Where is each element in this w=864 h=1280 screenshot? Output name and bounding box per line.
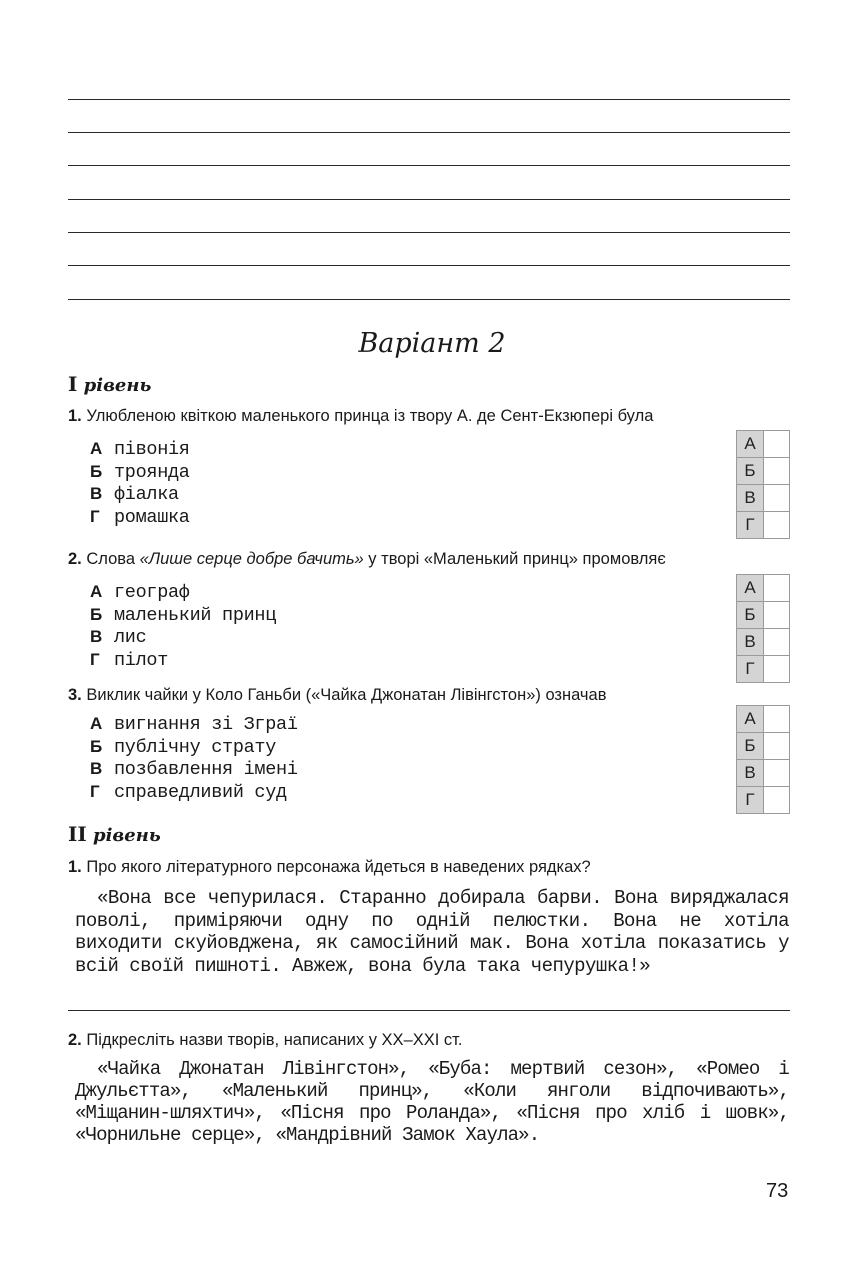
q2-answer-grid <box>736 574 790 683</box>
answer-checkbox[interactable] <box>763 512 789 538</box>
answer-grid-letter: Б <box>737 602 763 628</box>
answer-checkbox[interactable] <box>763 431 789 457</box>
answer-grid-letter: Г <box>737 656 763 682</box>
level2-question-2 <box>68 1031 462 1050</box>
question-text: у творі «Маленький принц» промовляє <box>363 550 666 568</box>
quote-passage: «Вона все чепурилася. Старанно добирала барви. Вона виряджалася поволі, приміряючи одну по одній пелюстки. Вона не хотіла виходити скуйовджена, як самосійний мак. Вона хотіла показатись у всій своїй пишноті. Авжеж, вона була така чепурушка!» <box>75 887 789 977</box>
level-1-word: рівень <box>83 375 152 396</box>
answer-checkbox[interactable] <box>763 485 789 511</box>
answer-line <box>68 299 790 300</box>
option-d: Г справедливий суд <box>90 782 287 804</box>
question-2 <box>68 550 666 569</box>
answer-grid-letter: Б <box>737 458 763 484</box>
question-text: Виклик чайки у Коло Ганьби («Чайка Джонатан Лівінгстон») означав <box>86 686 607 704</box>
level-2-heading <box>68 822 161 846</box>
level-1-roman: I <box>68 372 78 396</box>
answer-checkbox[interactable] <box>763 733 789 759</box>
level-1-heading <box>68 372 151 396</box>
option-c: В позбавлення імені <box>90 759 298 781</box>
answer-checkbox[interactable] <box>763 787 789 813</box>
question-text: Про якого літературного персонажа йдеться в наведених рядках? <box>86 858 591 876</box>
question-1 <box>68 407 653 426</box>
question-number: 2. <box>68 550 82 568</box>
answer-checkbox[interactable] <box>763 458 789 484</box>
option-b: Б троянда <box>90 461 190 483</box>
answer-checkbox[interactable] <box>763 602 789 628</box>
q1-answer-grid <box>736 430 790 539</box>
option-d: Г пілот <box>90 650 169 672</box>
level2-question-1 <box>68 858 591 877</box>
works-list: «Чайка Джонатан Лівінгстон», «Буба: мертвий сезон», «Ромео і Джульєтта», «Маленький принц», «Коли янголи відпочивають», «Міщанин-шляхтич», «Пісня про Роланда», «Пісня про хліб і шовк», «Чорнильне серце», «Мандрівний Замок Хаула». <box>75 1058 789 1146</box>
option-a: А півонія <box>90 439 190 460</box>
answer-line <box>68 199 790 200</box>
answer-line <box>68 165 790 166</box>
answer-grid-letter: А <box>737 706 763 732</box>
answer-grid-letter: А <box>737 575 763 601</box>
answer-line <box>68 232 790 233</box>
question-quote: «Лише серце добре бачить» <box>139 550 364 568</box>
q3-answer-grid <box>736 705 790 814</box>
question-text: Підкресліть назви творів, написаних у XX–XXI ст. <box>86 1031 463 1049</box>
answer-line <box>68 132 790 133</box>
option-c: В фіалка <box>90 484 179 506</box>
page-number: 73 <box>766 1180 789 1202</box>
answer-grid-letter: Г <box>737 787 763 813</box>
question-number: 3. <box>68 686 82 704</box>
answer-grid-letter: В <box>737 485 763 511</box>
answer-grid-letter: В <box>737 760 763 786</box>
question-text: Улюбленою квіткою маленького принца із твору А. де Сент-Екзюпері була <box>86 407 654 425</box>
question-number: 1. <box>68 858 82 876</box>
answer-line <box>68 99 790 100</box>
answer-checkbox[interactable] <box>763 706 789 732</box>
answer-line <box>68 265 790 266</box>
answer-grid-letter: Б <box>737 733 763 759</box>
answer-grid-letter: А <box>737 431 763 457</box>
q2-options <box>90 581 276 672</box>
answer-checkbox[interactable] <box>763 575 789 601</box>
question-text: Слова <box>86 550 140 568</box>
answer-checkbox[interactable] <box>763 656 789 682</box>
option-a: А географ <box>90 582 190 603</box>
option-d: Г ромашка <box>90 507 190 529</box>
q3-options <box>90 713 298 804</box>
variant-title: Варіант 2 <box>358 328 506 359</box>
answer-line <box>68 1010 790 1011</box>
option-a: А вигнання зі Зграї <box>90 714 298 735</box>
answer-checkbox[interactable] <box>763 760 789 786</box>
option-b: Б публічну страту <box>90 736 277 758</box>
question-3 <box>68 686 606 705</box>
answer-grid-letter: Г <box>737 512 763 538</box>
question-number: 2. <box>68 1031 82 1049</box>
question-number: 1. <box>68 407 82 425</box>
answer-grid-letter: В <box>737 629 763 655</box>
option-c: В лис <box>90 627 147 649</box>
level-2-word: рівень <box>93 825 161 846</box>
q1-options <box>90 438 190 529</box>
option-b: Б маленький принц <box>90 604 277 626</box>
level-2-roman: II <box>68 822 87 846</box>
answer-checkbox[interactable] <box>763 629 789 655</box>
